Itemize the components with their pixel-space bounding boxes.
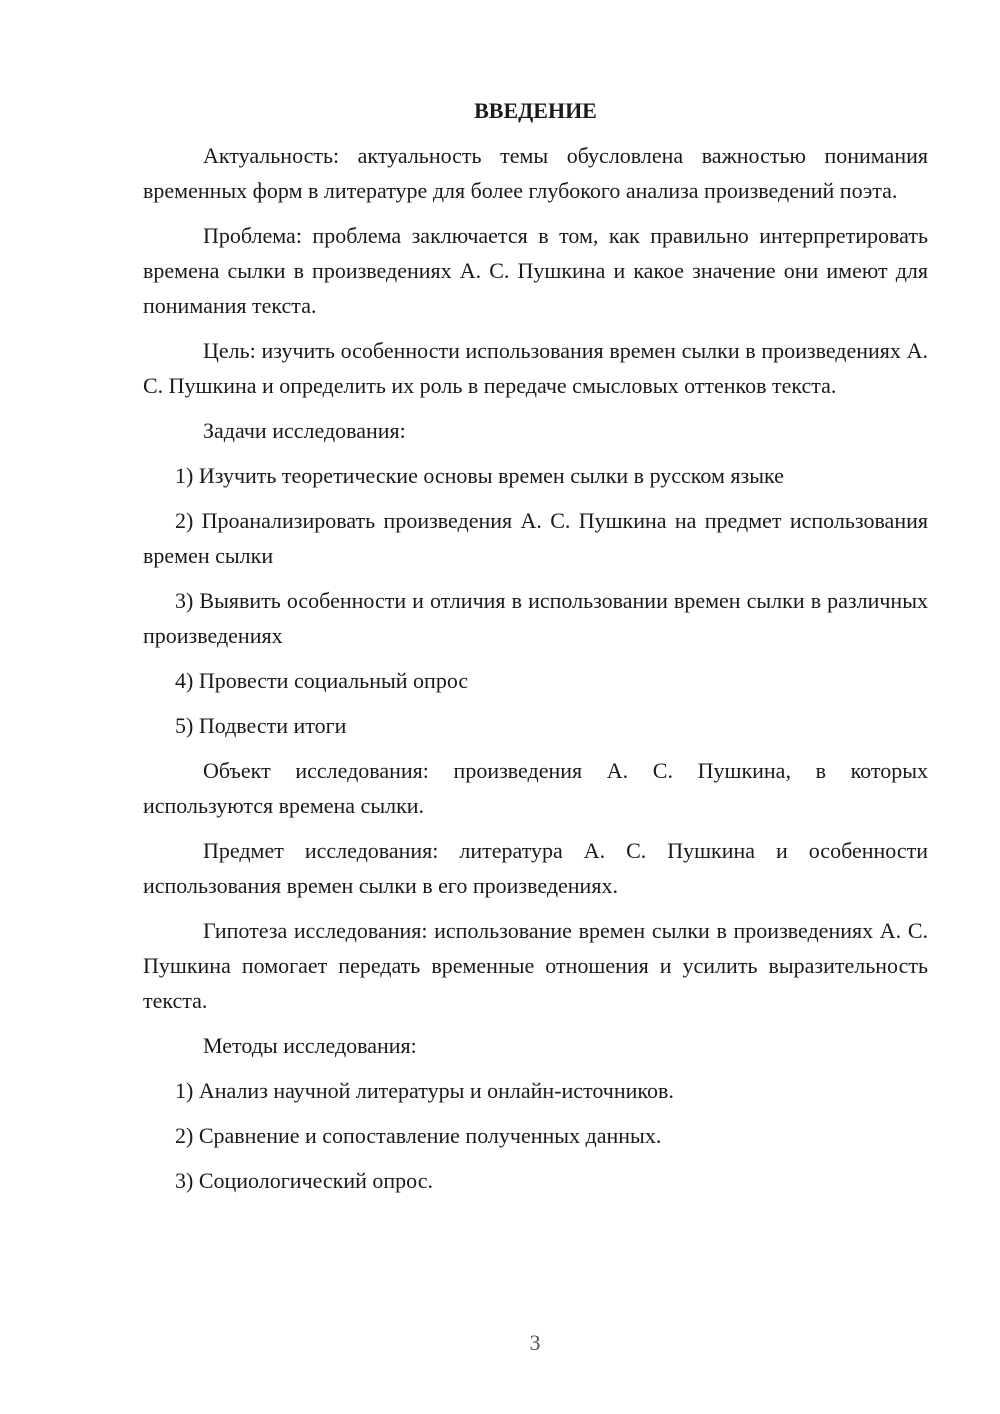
problem-paragraph: Проблема: проблема заключается в том, как правильно интерпретировать времена сылки в произведениях А. С. Пушкина и какое значение они имеют для понимания текста.	[143, 223, 928, 318]
task-item: 1) Изучить теоретические основы времен сылки в русском языке	[175, 463, 784, 488]
goal-paragraph: Цель: изучить особенности использования времен сылки в произведениях А. С. Пушкина и определить их роль в передаче смысловых оттенков текста.	[143, 338, 928, 398]
methods-heading: Методы исследования:	[203, 1033, 417, 1058]
method-item: 1) Анализ научной литературы и онлайн-источников.	[175, 1078, 674, 1103]
task-item: 3) Выявить особенности и отличия в использовании времен сылки в различных произведениях	[143, 588, 928, 648]
task-item: 4) Провести социальный опрос	[175, 668, 469, 693]
page-content	[143, 93, 928, 1208]
hypothesis-paragraph: Гипотеза исследования: использование времен сылки в произведениях А. С. Пушкина помогает передать временные отношения и усилить выразительность текста.	[143, 918, 928, 1013]
section-title: ВВЕДЕНИЕ	[474, 98, 597, 123]
tasks-heading: Задачи исследования:	[203, 418, 406, 443]
task-item: 2) Проанализировать произведения А. С. Пушкина на предмет использования времен сылки	[143, 508, 928, 568]
subject-paragraph: Предмет исследования: литература А. С. Пушкина и особенности использования времен сылки в его произведениях.	[143, 838, 928, 898]
task-item: 5) Подвести итоги	[175, 713, 347, 738]
object-paragraph: Объект исследования: произведения А. С. Пушкина, в которых используются времена сылки.	[143, 758, 928, 818]
method-item: 2) Сравнение и сопоставление полученных данных.	[175, 1123, 662, 1148]
relevance-paragraph: Актуальность: актуальность темы обусловлена важностью понимания временных форм в литературе для более глубокого анализа произведений поэта.	[143, 143, 928, 203]
page-number: 3	[529, 1330, 541, 1355]
method-item: 3) Социологический опрос.	[175, 1168, 433, 1193]
